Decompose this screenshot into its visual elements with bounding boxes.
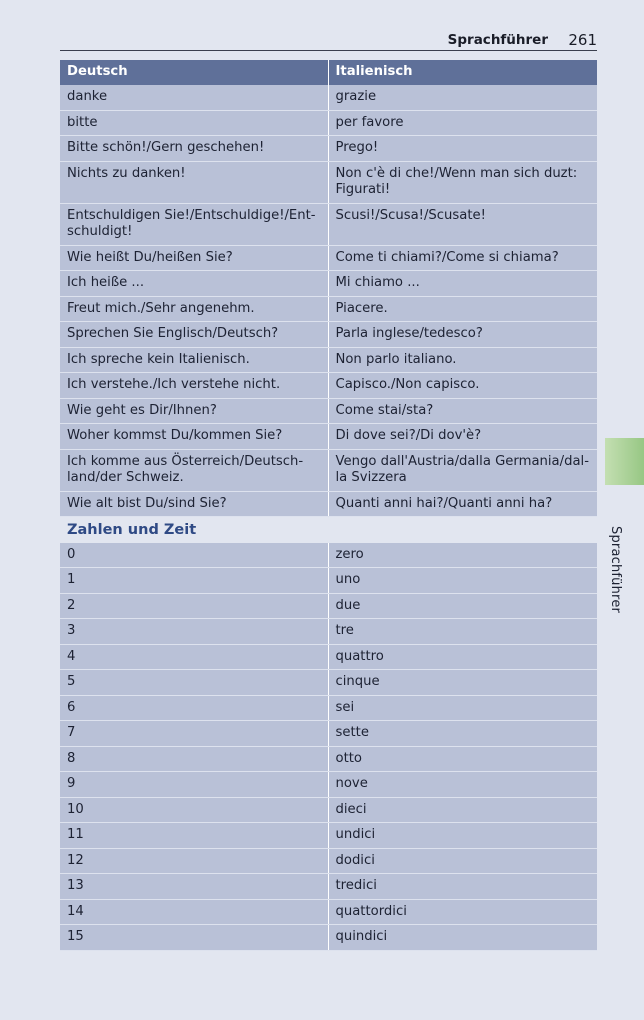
cell-italienisch: cinque xyxy=(328,670,597,696)
cell-italienisch: Non parlo italiano. xyxy=(328,347,597,373)
table-row xyxy=(60,296,597,322)
table-row xyxy=(60,203,597,245)
table-row xyxy=(60,424,597,450)
cell-deutsch: Ich spreche kein Italienisch. xyxy=(60,347,328,373)
table-row xyxy=(60,373,597,399)
table-row xyxy=(60,449,597,491)
cell-italienisch: Non c'è di che!/Wenn man sich duzt: Figurati! xyxy=(328,161,597,203)
cell-italienisch: due xyxy=(328,593,597,619)
cell-italienisch: quattordici xyxy=(328,899,597,925)
table-row xyxy=(60,136,597,162)
column-header-deutsch: Deutsch xyxy=(60,60,328,85)
number-row xyxy=(60,695,597,721)
cell-italienisch: tredici xyxy=(328,874,597,900)
cell-italienisch: Capisco./Non capisco. xyxy=(328,373,597,399)
section-heading: Zahlen und Zeit xyxy=(67,522,197,538)
cell-italienisch: undici xyxy=(328,823,597,849)
table-row xyxy=(60,491,597,517)
cell-italienisch: Come stai/sta? xyxy=(328,398,597,424)
table-row xyxy=(60,347,597,373)
cell-deutsch: Ich komme aus Österreich/Deutsch-land/der Schweiz. xyxy=(60,449,328,491)
cell-deutsch: Wie heißt Du/heißen Sie? xyxy=(60,245,328,271)
cell-deutsch: 0 xyxy=(60,543,328,568)
cell-deutsch: Sprechen Sie Englisch/Deutsch? xyxy=(60,322,328,348)
page-number: 261 xyxy=(568,31,597,49)
cell-italienisch: Come ti chiami?/Come si chiama? xyxy=(328,245,597,271)
cell-deutsch: 1 xyxy=(60,568,328,594)
table-row xyxy=(60,85,597,110)
cell-deutsch: Ich verstehe./Ich verstehe nicht. xyxy=(60,373,328,399)
number-row xyxy=(60,823,597,849)
number-row xyxy=(60,543,597,568)
cell-italienisch: dieci xyxy=(328,797,597,823)
cell-deutsch: 9 xyxy=(60,772,328,798)
cell-deutsch: Nichts zu danken! xyxy=(60,161,328,203)
number-row xyxy=(60,593,597,619)
cell-italienisch: otto xyxy=(328,746,597,772)
cell-italienisch: Parla inglese/tedesco? xyxy=(328,322,597,348)
table-row xyxy=(60,110,597,136)
cell-deutsch: 2 xyxy=(60,593,328,619)
cell-italienisch: tre xyxy=(328,619,597,645)
cell-deutsch: 13 xyxy=(60,874,328,900)
number-row xyxy=(60,848,597,874)
cell-italienisch: dodici xyxy=(328,848,597,874)
number-row xyxy=(60,670,597,696)
cell-italienisch: uno xyxy=(328,568,597,594)
cell-deutsch: 8 xyxy=(60,746,328,772)
section-title: Sprachführer xyxy=(447,32,548,48)
phrase-table xyxy=(60,60,597,951)
table-row xyxy=(60,271,597,297)
cell-italienisch: quattro xyxy=(328,644,597,670)
cell-deutsch: 15 xyxy=(60,925,328,951)
cell-italienisch: Vengo dall'Austria/dalla Germania/dal-la Svizzera xyxy=(328,449,597,491)
table-header-row xyxy=(60,60,597,85)
number-row xyxy=(60,721,597,747)
number-row xyxy=(60,746,597,772)
cell-deutsch: Ich heiße ... xyxy=(60,271,328,297)
cell-italienisch: grazie xyxy=(328,85,597,110)
cell-deutsch: 10 xyxy=(60,797,328,823)
cell-deutsch: 14 xyxy=(60,899,328,925)
table-body xyxy=(60,85,597,950)
cell-deutsch: 7 xyxy=(60,721,328,747)
cell-italienisch: Mi chiamo ... xyxy=(328,271,597,297)
number-row xyxy=(60,644,597,670)
cell-italienisch: sette xyxy=(328,721,597,747)
cell-deutsch: 12 xyxy=(60,848,328,874)
cell-italienisch: Di dove sei?/Di dov'è? xyxy=(328,424,597,450)
running-head xyxy=(60,30,597,51)
cell-deutsch: bitte xyxy=(60,110,328,136)
table-row xyxy=(60,398,597,424)
cell-italienisch: nove xyxy=(328,772,597,798)
chapter-side-label: Sprachführer xyxy=(608,526,623,614)
chapter-tab-marker xyxy=(605,438,644,485)
number-row xyxy=(60,925,597,951)
cell-italienisch: zero xyxy=(328,543,597,568)
number-row xyxy=(60,568,597,594)
cell-italienisch: per favore xyxy=(328,110,597,136)
cell-deutsch: Wie alt bist Du/sind Sie? xyxy=(60,491,328,517)
table-row xyxy=(60,161,597,203)
number-row xyxy=(60,797,597,823)
cell-deutsch: 6 xyxy=(60,695,328,721)
cell-deutsch: 4 xyxy=(60,644,328,670)
cell-italienisch: quindici xyxy=(328,925,597,951)
cell-italienisch: Piacere. xyxy=(328,296,597,322)
number-row xyxy=(60,899,597,925)
cell-deutsch: Entschuldigen Sie!/Entschuldige!/Ent-schuldigt! xyxy=(60,203,328,245)
section-heading-row xyxy=(60,517,597,543)
cell-italienisch: Quanti anni hai?/Quanti anni ha? xyxy=(328,491,597,517)
cell-deutsch: Woher kommst Du/kommen Sie? xyxy=(60,424,328,450)
table-row xyxy=(60,245,597,271)
column-header-italienisch: Italienisch xyxy=(328,60,597,85)
cell-italienisch: Prego! xyxy=(328,136,597,162)
number-row xyxy=(60,874,597,900)
cell-deutsch: Bitte schön!/Gern geschehen! xyxy=(60,136,328,162)
cell-deutsch: 11 xyxy=(60,823,328,849)
number-row xyxy=(60,772,597,798)
cell-deutsch: Wie geht es Dir/Ihnen? xyxy=(60,398,328,424)
table-row xyxy=(60,322,597,348)
cell-deutsch: danke xyxy=(60,85,328,110)
cell-deutsch: 3 xyxy=(60,619,328,645)
cell-deutsch: Freut mich./Sehr angenehm. xyxy=(60,296,328,322)
cell-deutsch: 5 xyxy=(60,670,328,696)
number-row xyxy=(60,619,597,645)
cell-italienisch: Scusi!/Scusa!/Scusate! xyxy=(328,203,597,245)
cell-italienisch: sei xyxy=(328,695,597,721)
